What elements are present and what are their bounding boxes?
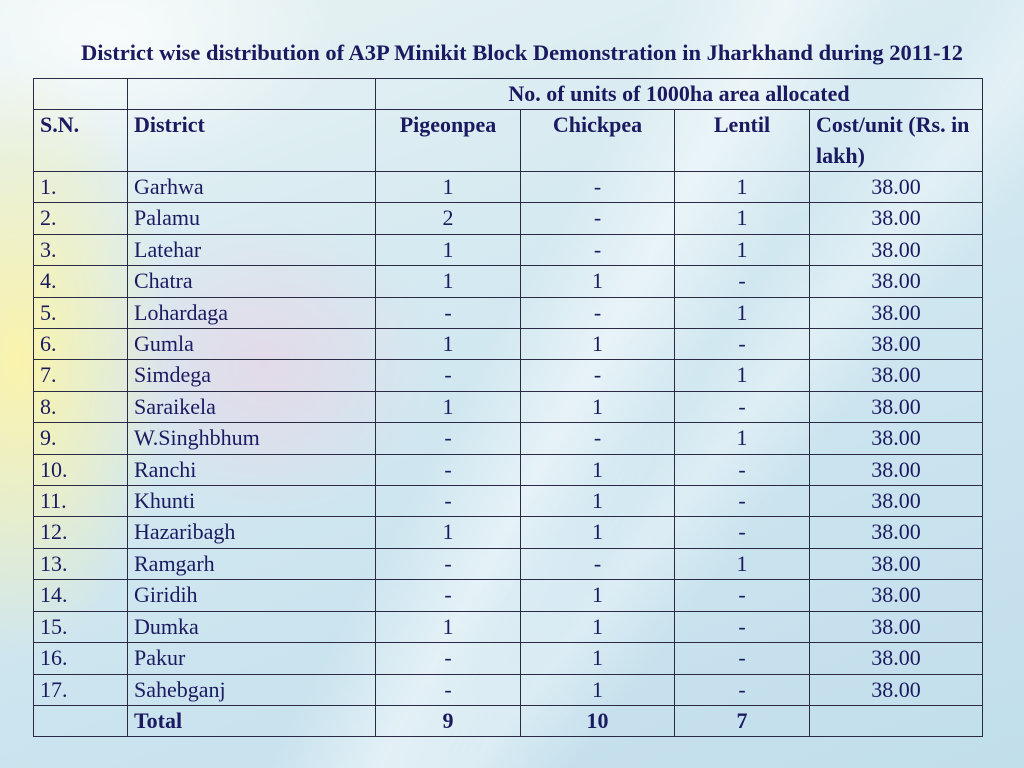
cell-district: Dumka [128,611,376,642]
cell-pigeonpea: - [376,423,521,454]
cell-chickpea: - [521,297,675,328]
cell-cost: 38.00 [810,266,983,297]
cell-lentil: - [675,643,810,674]
table-row [34,643,983,674]
table-row [34,360,983,391]
total-pigeonpea: 9 [376,705,521,736]
cell-cost: 38.00 [810,517,983,548]
header-blank-district [128,79,376,110]
table-row [34,329,983,360]
cell-pigeonpea: 1 [376,234,521,265]
cell-lentil: 1 [675,360,810,391]
cell-chickpea: 1 [521,643,675,674]
total-label: Total [128,705,376,736]
cell-chickpea: 1 [521,674,675,705]
cell-cost: 38.00 [810,172,983,203]
cell-cost: 38.00 [810,203,983,234]
cell-cost: 38.00 [810,329,983,360]
cell-cost: 38.00 [810,611,983,642]
total-chickpea: 10 [521,705,675,736]
cell-district: Khunti [128,486,376,517]
cell-sn: 5. [34,297,128,328]
total-lentil: 7 [675,705,810,736]
cell-chickpea: - [521,172,675,203]
cell-pigeonpea: - [376,297,521,328]
cell-lentil: - [675,454,810,485]
table-row [34,486,983,517]
cell-cost: 38.00 [810,486,983,517]
table-row [34,611,983,642]
table-group-header-row [34,79,983,110]
cell-lentil: - [675,517,810,548]
table-total-row [34,705,983,736]
cell-pigeonpea: - [376,360,521,391]
table-row [34,234,983,265]
cell-pigeonpea: - [376,580,521,611]
cell-lentil: - [675,674,810,705]
group-header-units: No. of units of 1000ha area allocated [376,79,983,110]
cell-sn: 3. [34,234,128,265]
cell-lentil: 1 [675,423,810,454]
cell-pigeonpea: 1 [376,517,521,548]
table-row [34,517,983,548]
cell-chickpea: - [521,234,675,265]
cell-lentil: 1 [675,203,810,234]
cell-chickpea: 1 [521,266,675,297]
table-row [34,266,983,297]
header-blank-sn [34,79,128,110]
cell-sn: 13. [34,548,128,579]
table-row [34,454,983,485]
cell-pigeonpea: - [376,548,521,579]
cell-cost: 38.00 [810,674,983,705]
table-header-row [34,110,983,172]
cell-lentil: - [675,391,810,422]
cell-pigeonpea: 1 [376,391,521,422]
cell-chickpea: 1 [521,329,675,360]
cell-lentil: 1 [675,234,810,265]
cell-cost: 38.00 [810,643,983,674]
cell-pigeonpea: - [376,674,521,705]
cell-district: Sahebganj [128,674,376,705]
slide-title: District wise distribution of A3P Minikit Block Demonstration in Jharkhand during 2011-12 [81,40,963,65]
cell-cost: 38.00 [810,234,983,265]
header-sn: S.N. [34,110,128,172]
table-row [34,172,983,203]
table-row [34,423,983,454]
cell-district: Garhwa [128,172,376,203]
cell-sn: 16. [34,643,128,674]
cell-sn: 15. [34,611,128,642]
cell-sn: 2. [34,203,128,234]
cell-sn: 17. [34,674,128,705]
cell-district: Ranchi [128,454,376,485]
table-row [34,548,983,579]
cell-chickpea: - [521,360,675,391]
cell-lentil: - [675,329,810,360]
cell-pigeonpea: - [376,486,521,517]
cell-lentil: - [675,580,810,611]
cell-pigeonpea: 1 [376,266,521,297]
cell-district: Ramgarh [128,548,376,579]
total-cost-empty [810,705,983,736]
cell-district: Palamu [128,203,376,234]
cell-lentil: 1 [675,172,810,203]
cell-sn: 8. [34,391,128,422]
cell-pigeonpea: - [376,454,521,485]
cell-lentil: 1 [675,548,810,579]
cell-cost: 38.00 [810,391,983,422]
table-row [34,391,983,422]
cell-district: Hazaribagh [128,517,376,548]
header-pigeonpea: Pigeonpea [376,110,521,172]
cell-sn: 9. [34,423,128,454]
cell-cost: 38.00 [810,454,983,485]
cell-district: Pakur [128,643,376,674]
distribution-table [33,78,983,737]
table-row [34,674,983,705]
cell-district: Latehar [128,234,376,265]
cell-lentil: 1 [675,297,810,328]
cell-district: Lohardaga [128,297,376,328]
cell-sn: 7. [34,360,128,391]
cell-sn: 6. [34,329,128,360]
cell-chickpea: 1 [521,486,675,517]
cell-cost: 38.00 [810,580,983,611]
cell-sn: 14. [34,580,128,611]
cell-district: Simdega [128,360,376,391]
cell-chickpea: 1 [521,391,675,422]
cell-pigeonpea: - [376,643,521,674]
table-row [34,580,983,611]
cell-district: Saraikela [128,391,376,422]
cell-chickpea: 1 [521,517,675,548]
table-row [34,297,983,328]
cell-chickpea: 1 [521,611,675,642]
table-row [34,203,983,234]
cell-district: W.Singhbhum [128,423,376,454]
header-district: District [128,110,376,172]
cell-sn: 11. [34,486,128,517]
cell-sn: 4. [34,266,128,297]
cell-district: Chatra [128,266,376,297]
cell-chickpea: 1 [521,580,675,611]
cell-chickpea: - [521,203,675,234]
cell-sn-empty [34,705,128,736]
cell-lentil: - [675,611,810,642]
cell-cost: 38.00 [810,297,983,328]
cell-sn: 12. [34,517,128,548]
cell-chickpea: - [521,548,675,579]
cell-district: Giridih [128,580,376,611]
cell-pigeonpea: 2 [376,203,521,234]
cell-pigeonpea: 1 [376,329,521,360]
header-chickpea: Chickpea [521,110,675,172]
cell-pigeonpea: 1 [376,611,521,642]
cell-sn: 1. [34,172,128,203]
cell-lentil: - [675,266,810,297]
cell-chickpea: 1 [521,454,675,485]
cell-cost: 38.00 [810,360,983,391]
cell-district: Gumla [128,329,376,360]
cell-pigeonpea: 1 [376,172,521,203]
header-lentil: Lentil [675,110,810,172]
cell-cost: 38.00 [810,548,983,579]
cell-cost: 38.00 [810,423,983,454]
cell-lentil: - [675,486,810,517]
cell-chickpea: - [521,423,675,454]
cell-sn: 10. [34,454,128,485]
header-cost: Cost/unit (Rs. in lakh) [810,110,983,172]
